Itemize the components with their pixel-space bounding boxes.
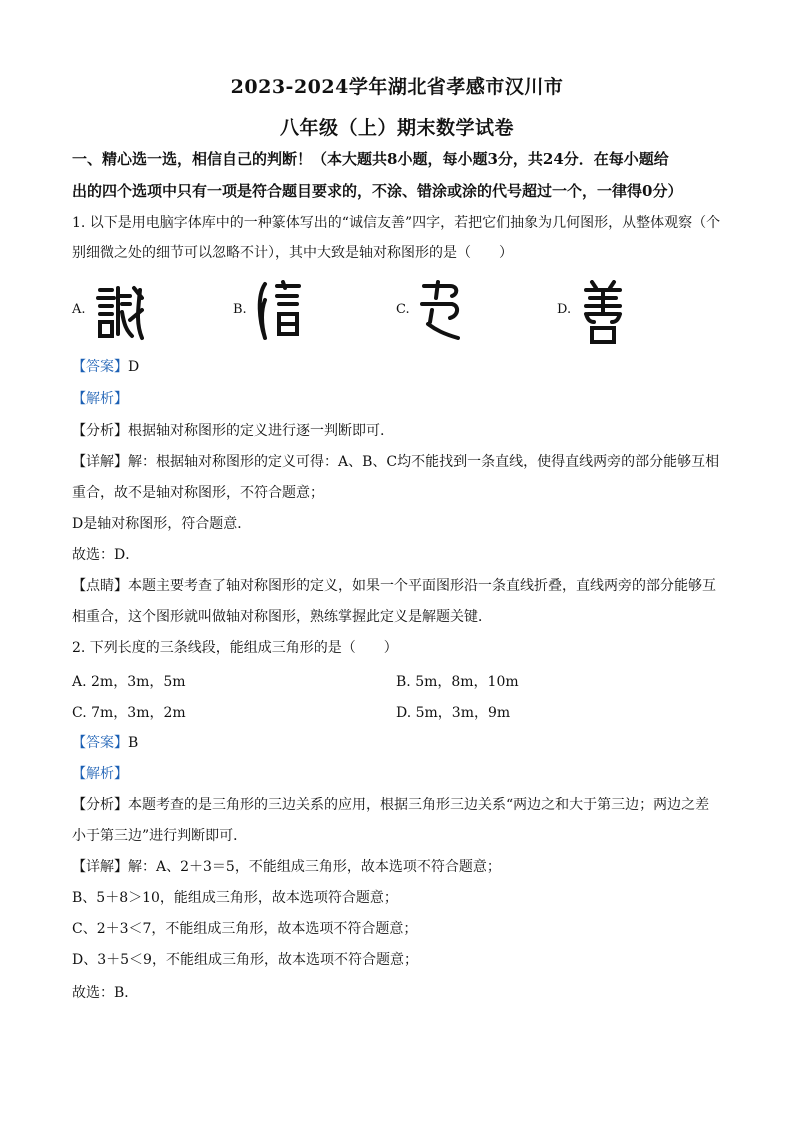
seal-cheng-icon — [96, 284, 144, 342]
q2-fenxi-line2: 小于第三边”进行判断即可． — [72, 828, 248, 844]
q1-stem-line2: 别细微之处的细节可以忽略不计），其中大致是轴对称图形的是（ ） — [72, 245, 513, 261]
q1-answer-value: D — [128, 359, 140, 375]
section-heading-line1: 一、精心选一选，相信自己的判断！（本大题共8小题，每小题3分，共24分．在每小题给 — [72, 150, 669, 168]
seal-shan-icon — [580, 280, 626, 344]
q2-xiangjie-line3: C、2＋3＜7，不能组成三角形，故本选项不符合题意； — [72, 921, 418, 937]
page-title-line2: 八年级（上）期末数学试卷 — [279, 117, 514, 139]
q1-option-c-label: C. — [396, 302, 410, 317]
q2-conclusion: 故选：B． — [72, 985, 139, 1001]
q1-fenxi — [72, 421, 732, 441]
q2-option-a: A. 2m，3m，5m — [72, 674, 186, 690]
xiangjie-tag: 【详解】 — [72, 859, 128, 875]
page-title-line1: 2023-2024学年湖北省孝感市汉川市 — [230, 76, 564, 98]
q2-fenxi-text1: 本题考查的是三角形的三边关系的应用，根据三角形三边关系“两边之和大于第三边；两边之差 — [128, 797, 710, 813]
section-heading-line2: 出的四个选项中只有一项是符合题目要求的，不涂、错涂或涂的代号超过一个，一律得0分） — [72, 182, 683, 200]
q1-dianjing-line2: 相重合，这个图形就叫做轴对称图形，熟练掌握此定义是解题关键． — [72, 609, 492, 625]
q1-option-a-label: A. — [72, 302, 86, 317]
q1-option-b-label: B. — [233, 302, 247, 317]
q1-stem-line1: 1. 以下是用电脑字体库中的一种篆体写出的“诚信友善”四字，若把它们抽象为几何图形，从整体观察（个 — [72, 215, 721, 231]
answer-tag: 【答案】 — [72, 359, 128, 375]
q1-xiangjie-line1 — [72, 452, 732, 472]
q1-fenxi-text: 根据轴对称图形的定义进行逐一判断即可. — [128, 423, 385, 439]
q1-xiangjie-text1: 解：根据轴对称图形的定义可得：A、B、C均不能找到一条直线，使得直线两旁的部分能够互相 — [128, 454, 720, 470]
q1-conclusion: 故选：D． — [72, 547, 140, 563]
q2-xiangjie-text1: 解：A、2＋3＝5，不能组成三角形，故本选项不符合题意； — [128, 859, 501, 875]
fenxi-tag: 【分析】 — [72, 423, 128, 439]
q2-option-d: D. 5m，3m，9m — [396, 705, 511, 721]
xiangjie-tag: 【详解】 — [72, 454, 128, 470]
q1-answer — [72, 357, 732, 377]
q1-analysis-tag: 【解析】 — [72, 391, 128, 407]
q2-analysis-tag: 【解析】 — [72, 766, 128, 782]
q2-xiangjie-line1 — [72, 857, 732, 877]
q2-xiangjie-line4: D、3＋5＜9，不能组成三角形，故本选项不符合题意； — [72, 952, 418, 968]
q2-option-b: B. 5m，8m，10m — [396, 674, 519, 690]
q2-answer — [72, 733, 732, 753]
q1-xiangjie-line2: 重合，故不是轴对称图形，不符合题意； — [72, 485, 324, 501]
seal-you-icon — [418, 280, 464, 342]
dianjing-tag: 【点睛】 — [72, 578, 128, 594]
q2-option-c: C. 7m，3m，2m — [72, 705, 186, 721]
q2-answer-value: B — [128, 735, 139, 751]
q1-dianjing-line1 — [72, 576, 732, 596]
q1-xiangjie-line3: D是轴对称图形，符合题意． — [72, 516, 252, 532]
answer-tag: 【答案】 — [72, 735, 128, 751]
fenxi-tag: 【分析】 — [72, 797, 128, 813]
q1-dianjing-text1: 本题主要考查了轴对称图形的定义，如果一个平面图形沿一条直线折叠，直线两旁的部分能够互 — [128, 578, 716, 594]
q2-stem: 2. 下列长度的三条线段，能组成三角形的是（ ） — [72, 640, 398, 656]
q2-fenxi-line1 — [72, 795, 732, 815]
q1-option-d-label: D. — [557, 302, 572, 317]
seal-xin-icon — [255, 280, 303, 342]
q2-xiangjie-line2: B、5＋8＞10，能组成三角形，故本选项符合题意； — [72, 890, 398, 906]
